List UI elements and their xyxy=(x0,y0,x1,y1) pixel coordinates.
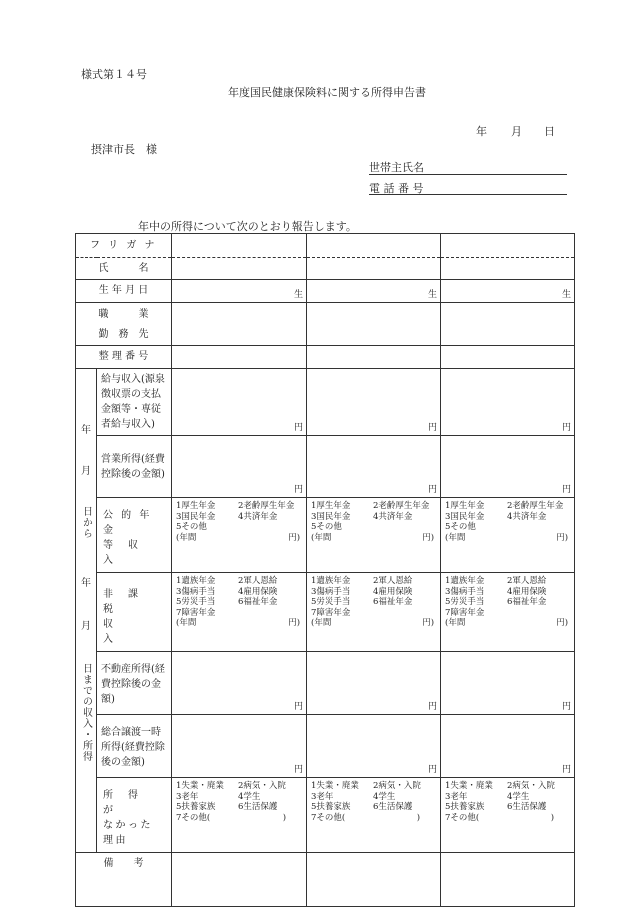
ref-no-cell-1[interactable] xyxy=(172,346,307,369)
birth-header: 生 年 月 日 xyxy=(76,280,172,303)
householder-line[interactable] xyxy=(369,174,567,175)
nontax-cell-3[interactable]: 1遺族年金 2軍人恩給 3傷病手当 4雇用保険 5労災手当 6福祉年金 7障害年金 (年間 円) xyxy=(441,573,575,652)
period-side-label: 年 月 日から 年 月 日までの収入・所得 xyxy=(76,369,97,853)
furigana-cell-3[interactable] xyxy=(441,234,575,258)
pension-cell-2[interactable]: 1厚生年金 2老齢厚生年金 3国民年金 4共済年金 5その他 (年間 円) xyxy=(307,498,441,573)
furigana-header: フ リ ガ ナ xyxy=(76,234,172,258)
nontax-cell-1[interactable]: 1遺族年金 2軍人恩給 3傷病手当 4雇用保険 5労災手当 6福祉年金 7障害年金 (年間 円) xyxy=(172,573,307,652)
name-header: 氏 名 xyxy=(76,258,172,280)
name-cell-1[interactable] xyxy=(172,258,307,280)
phone-label: 電 話 番 号 xyxy=(369,182,424,195)
business-cell-3[interactable]: 円 xyxy=(441,436,575,498)
pension-cell-1[interactable]: 1厚生年金 2老齢厚生年金 3国民年金 4共済年金 5その他 (年間 円) xyxy=(172,498,307,573)
intro-text: 年中の所得について次のとおり報告します。 xyxy=(138,220,357,233)
birth-cell-1[interactable]: 生 xyxy=(172,280,307,303)
remarks-header: 備 考 xyxy=(76,853,172,907)
date-month-label: 月 xyxy=(511,125,522,138)
phone-line[interactable] xyxy=(369,194,567,195)
date-day-label: 日 xyxy=(544,125,555,138)
remarks-cell-1[interactable] xyxy=(172,853,307,907)
transfer-cell-2[interactable]: 円 xyxy=(307,715,441,778)
ref-no-header: 整 理 番 号 xyxy=(76,346,172,369)
ref-no-cell-3[interactable] xyxy=(441,346,575,369)
name-cell-2[interactable] xyxy=(307,258,441,280)
furigana-cell-2[interactable] xyxy=(307,234,441,258)
transfer-cell-3[interactable]: 円 xyxy=(441,715,575,778)
realestate-cell-2[interactable]: 円 xyxy=(307,652,441,715)
salary-cell-3[interactable]: 円 xyxy=(441,369,575,436)
noincome-cell-1[interactable]: 1失業・廃業 2病気・入院 3老年 4学生 5扶養家族 6生活保護 7その他( ) xyxy=(172,778,307,853)
noincome-header: 所 得 が なかった理由 xyxy=(97,778,172,853)
salary-header: 給与収入(源泉徴収票の支払金額等・専従者給与収入) xyxy=(97,369,172,436)
occupation-cell-2[interactable] xyxy=(307,303,441,346)
occupation-header: 職 業 勤 務 先 xyxy=(76,303,172,346)
noincome-cell-3[interactable]: 1失業・廃業 2病気・入院 3老年 4学生 5扶養家族 6生活保護 7その他( ) xyxy=(441,778,575,853)
realestate-cell-3[interactable]: 円 xyxy=(441,652,575,715)
furigana-cell-1[interactable] xyxy=(172,234,307,258)
pension-cell-3[interactable]: 1厚生年金 2老齢厚生年金 3国民年金 4共済年金 5その他 (年間 円) xyxy=(441,498,575,573)
remarks-cell-3[interactable] xyxy=(441,853,575,907)
transfer-header: 総合譲渡一時所得(経費控除後の金額) xyxy=(97,715,172,778)
householder-label: 世帯主氏名 xyxy=(369,161,424,174)
business-header: 営業所得(経費控除後の金額) xyxy=(97,436,172,498)
realestate-header: 不動産所得(経費控除後の金額) xyxy=(97,652,172,715)
remarks-cell-2[interactable] xyxy=(307,853,441,907)
form-title: 年度国民健康保険料に関する所得申告書 xyxy=(228,86,426,99)
transfer-cell-1[interactable]: 円 xyxy=(172,715,307,778)
nontax-header: 非 課 税 収 入 xyxy=(97,573,172,652)
ref-no-cell-2[interactable] xyxy=(307,346,441,369)
realestate-cell-1[interactable]: 円 xyxy=(172,652,307,715)
salary-cell-2[interactable]: 円 xyxy=(307,369,441,436)
income-table xyxy=(75,233,575,907)
birth-cell-2[interactable]: 生 xyxy=(307,280,441,303)
nontax-cell-2[interactable]: 1遺族年金 2軍人恩給 3傷病手当 4雇用保険 5労災手当 6福祉年金 7障害年金 (年間 円) xyxy=(307,573,441,652)
addressee: 摂津市長 様 xyxy=(91,143,157,156)
date-year-label: 年 xyxy=(476,125,487,138)
occupation-cell-3[interactable] xyxy=(441,303,575,346)
noincome-cell-2[interactable]: 1失業・廃業 2病気・入院 3老年 4学生 5扶養家族 6生活保護 7その他( ) xyxy=(307,778,441,853)
occupation-cell-1[interactable] xyxy=(172,303,307,346)
business-cell-2[interactable]: 円 xyxy=(307,436,441,498)
business-cell-1[interactable]: 円 xyxy=(172,436,307,498)
birth-cell-3[interactable]: 生 xyxy=(441,280,575,303)
form-number: 様式第１４号 xyxy=(81,68,147,81)
pension-header: 公 的 年 金 等 収 入 xyxy=(97,498,172,573)
salary-cell-1[interactable]: 円 xyxy=(172,369,307,436)
name-cell-3[interactable] xyxy=(441,258,575,280)
